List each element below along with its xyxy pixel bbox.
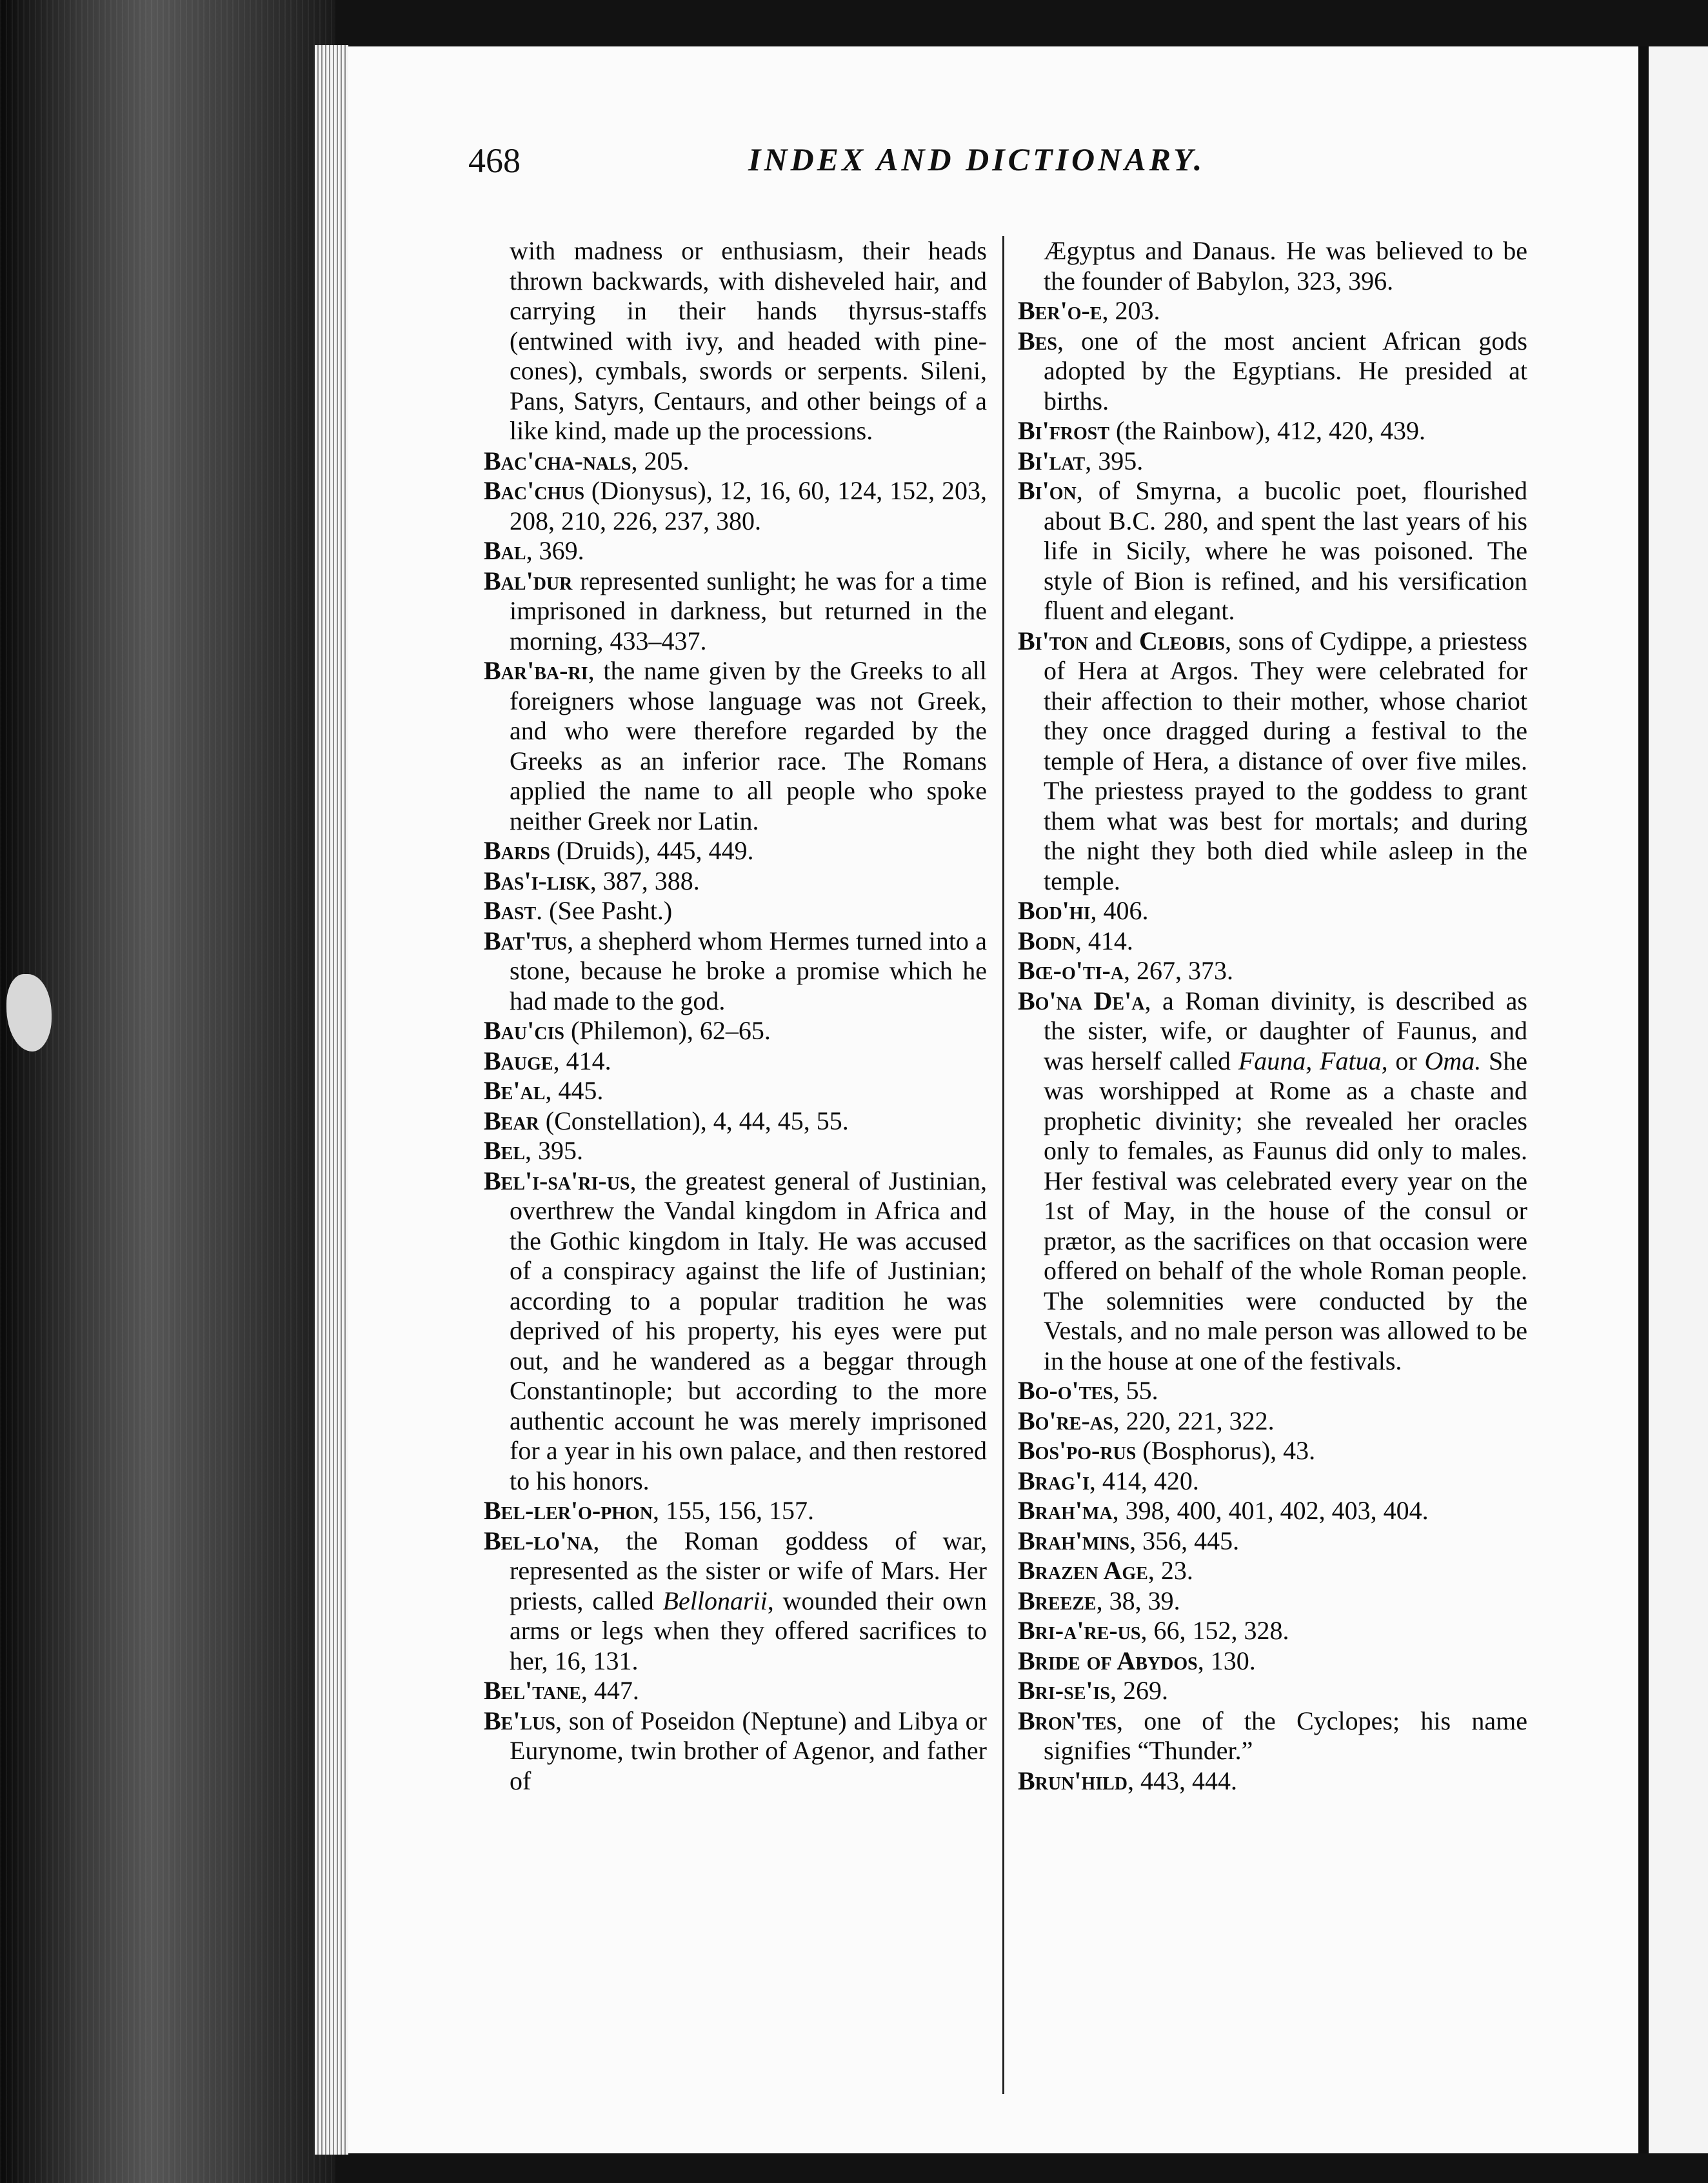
entry-italic: Oma.: [1424, 1046, 1482, 1075]
dictionary-entry: [484, 1526, 987, 1677]
entry-headword: Bi'on: [1018, 476, 1077, 505]
entry-text: She was worshipped at Rome as a chaste and prophetic divinity; she revealed her oracles only to females, as Faunus did only to males. Her festival was celebrated every year on the 1st of May, in the house of the consul or prætor, as the sacrifices on that occasion were offered on behalf of the whole Roman people. The solemnities were conducted by the Vestals, and no male person was allowed to be in the house at one of the festivals.: [1044, 1046, 1527, 1375]
entry-text: , a Roman divinity, is described as the sister, wife, or daughter of Faunus, and was herself called: [1044, 986, 1527, 1075]
dictionary-entry: [484, 236, 987, 446]
entry-headword: Brah'mins: [1018, 1526, 1130, 1555]
entry-text: , 398, 400, 401, 402, 403, 404.: [1112, 1496, 1429, 1525]
entry-text: represented sunlight; he was for a time imprisoned in darkness, but returned in the morning, 433–437.: [510, 566, 987, 655]
dictionary-entry: [484, 866, 987, 897]
entry-headword: Be'lus: [484, 1706, 555, 1735]
entry-text: , wounded their own arms or legs when they offered sacrifices to her, 16, 131.: [510, 1586, 987, 1675]
entry-headword: Bel: [484, 1136, 526, 1165]
entry-headword: Bron'tes: [1018, 1706, 1117, 1735]
dictionary-entry: [484, 1016, 987, 1046]
entry-text: with madness or enthusiasm, their heads thrown backwards, with disheveled hair, and carrying in their hands thyrsus-staffs (entwined with ivy, and headed with pine-cones), cymbals, swords or serpents. Sileni, Pans, Satyrs, Centaurs, and other beings of a like kind, made up the processions.: [510, 236, 987, 445]
entry-text: or: [1387, 1046, 1425, 1075]
entry-text: , 356, 445.: [1129, 1526, 1240, 1555]
dictionary-entry: [1018, 986, 1527, 1377]
entry-italic: Bellonarii: [662, 1586, 768, 1615]
dictionary-entry: [1018, 926, 1527, 957]
left-column: [484, 236, 987, 2042]
entry-text: (Druids), 445, 449.: [550, 836, 754, 865]
entry-text: , 203.: [1102, 296, 1160, 325]
dictionary-entry: [1018, 1496, 1527, 1526]
entry-text: , 445.: [545, 1076, 604, 1105]
right-column: [1018, 236, 1527, 2042]
entry-headword: Ber'o-e: [1018, 296, 1102, 325]
dictionary-entry: [484, 1496, 987, 1526]
entry-headword: Bal: [484, 536, 526, 565]
dictionary-entry: [484, 536, 987, 566]
page-edges: [315, 45, 348, 2155]
entry-headword: Bo'na De'a: [1018, 986, 1145, 1015]
entry-headword: Bride of Abydos: [1018, 1646, 1198, 1675]
entry-text: (Constellation), 4, 44, 45, 55.: [539, 1106, 849, 1135]
entry-text: , one of the Cyclopes; his name signifies “Thunder.”: [1044, 1706, 1527, 1765]
entry-text: , 447.: [581, 1676, 639, 1705]
entry-text: , 155, 156, 157.: [653, 1496, 815, 1525]
entry-headword: Breeze: [1018, 1586, 1097, 1615]
dictionary-entry: [1018, 326, 1527, 417]
entry-text: (the Rainbow), 412, 420, 439.: [1109, 416, 1425, 445]
entry-text: , of Smyrna, a bucolic poet, flourished about B.C. 280, and spent the last years of his life in Sicily, where he was poisoned. The style of Bion is refined, and his versification fluent and elegant.: [1044, 476, 1527, 625]
entry-text: , 395.: [1085, 446, 1144, 475]
entry-headword: Bes: [1018, 326, 1057, 355]
entry-headword: Bœ-o'ti-a: [1018, 956, 1124, 985]
dictionary-entry: [484, 1076, 987, 1106]
dictionary-entry: [1018, 1646, 1527, 1677]
entry-headword: Bal'dur: [484, 566, 573, 595]
entry-text: , 406.: [1090, 896, 1149, 925]
entry-headword: Be'al: [484, 1076, 546, 1105]
page-number: 468: [468, 141, 521, 180]
dictionary-entry: [484, 446, 987, 477]
entry-headword: Bel-lo'na: [484, 1526, 593, 1555]
entry-text: , 267, 373.: [1124, 956, 1234, 985]
dictionary-entry: [484, 926, 987, 1017]
entry-headword: Bodn: [1018, 926, 1075, 955]
dictionary-entry: [484, 566, 987, 657]
dictionary-entry: [1018, 236, 1527, 296]
facing-page-edge: [1649, 46, 1708, 2153]
dictionary-entry: [1018, 1466, 1527, 1497]
entry-headword: Bod'hi: [1018, 896, 1091, 925]
dictionary-entry: [1018, 296, 1527, 326]
entry-headword: Bac'cha-nals: [484, 446, 631, 475]
entry-headword: Bat'tus: [484, 926, 568, 955]
entry-headword: Bos'po-rus: [1018, 1436, 1137, 1465]
entry-headword: Bel-ler'o-phon: [484, 1496, 653, 1525]
entry-text: (Philemon), 62–65.: [564, 1016, 771, 1045]
dictionary-entry: [1018, 476, 1527, 626]
entry-text: , 443, 444.: [1127, 1766, 1238, 1795]
entry-headword: Bar'ba-ri: [484, 656, 588, 685]
entry-headword: Bear: [484, 1106, 539, 1135]
entry-text: , the greatest general of Justinian, overthrew the Vandal kingdom in Africa and the Gothic kingdom in Italy. He was accused of a conspiracy against the life of Justinian; according to a popular tradition he was deprived of his property, his eyes were put out, and he wandered as a beggar through Constantinople; but according to the more authentic account he was merely imprisoned for a year in his own palace, and then restored to his honors.: [510, 1166, 987, 1495]
dictionary-entry: [1018, 956, 1527, 986]
entry-headword: Brah'ma: [1018, 1496, 1113, 1525]
entry-text: and: [1087, 626, 1139, 655]
dictionary-entry: [484, 1106, 987, 1137]
dictionary-entry: [1018, 1436, 1527, 1466]
entry-headword: Cleobis: [1138, 626, 1226, 655]
entry-headword: Bas'i-lisk: [484, 866, 590, 895]
dictionary-entry: [1018, 1586, 1527, 1617]
dictionary-entry: [1018, 626, 1527, 897]
dictionary-entry: [484, 1166, 987, 1497]
entry-text: , son of Poseidon (Neptune) and Libya or Eurynome, twin brother of Agenor, and father of: [510, 1706, 987, 1795]
entry-text: , 369.: [526, 536, 584, 565]
entry-text: , 220, 221, 322.: [1113, 1406, 1275, 1435]
dictionary-entry: [1018, 1676, 1527, 1706]
book-spine: [0, 0, 335, 2183]
dictionary-entry: [484, 476, 987, 536]
column-divider: [1002, 236, 1004, 2094]
entry-text: , 66, 152, 328.: [1140, 1616, 1289, 1645]
entry-headword: Bauge: [484, 1046, 553, 1075]
entry-italic: Fauna, Fatua,: [1238, 1046, 1388, 1075]
dictionary-entry: [484, 656, 987, 836]
entry-text: , 205.: [631, 446, 690, 475]
entry-headword: Bel'i-sa'ri-us: [484, 1166, 630, 1195]
entry-text: , 414, 420.: [1089, 1466, 1199, 1495]
entry-headword: Bac'chus: [484, 476, 585, 505]
entry-text: , sons of Cydippe, a priestess of Hera at Argos. They were celebrated for their affection to their mother, whose chariot they once dragged during a festival to the temple of Hera, a distance of over five miles. The priestess prayed to the goddess to grant them what was best for mortals; and during the night they both died while asleep in the temple.: [1044, 626, 1527, 895]
entry-headword: Bri-se'is: [1018, 1676, 1110, 1705]
entry-headword: Bel'tane: [484, 1676, 581, 1705]
entry-text: . (See Pasht.): [536, 896, 673, 925]
entry-text: , 38, 39.: [1096, 1586, 1180, 1615]
entry-text: , 130.: [1197, 1646, 1256, 1675]
entry-text: , 414.: [1075, 926, 1133, 955]
entry-text: , a shepherd whom Hermes turned into a stone, because he broke a promise which he had made to the god.: [510, 926, 987, 1015]
dictionary-entry: [1018, 1556, 1527, 1586]
entry-headword: Brun'hild: [1018, 1766, 1128, 1795]
entry-text: , 55.: [1113, 1376, 1158, 1405]
entry-text: , 395.: [525, 1136, 584, 1165]
dictionary-entry: [484, 896, 987, 926]
entry-text: (Dionysus), 12, 16, 60, 124, 152, 203, 208, 210, 226, 237, 380.: [510, 476, 987, 535]
entry-headword: Bi'ton: [1018, 626, 1088, 655]
dictionary-entry: [1018, 1706, 1527, 1766]
dictionary-entry: [1018, 416, 1527, 446]
entry-headword: Bi'frost: [1018, 416, 1110, 445]
dictionary-entry: [1018, 896, 1527, 926]
dictionary-entry: [484, 1136, 987, 1166]
dictionary-entry: [1018, 1616, 1527, 1646]
entry-text: Ægyptus and Danaus. He was believed to be the founder of Babylon, 323, 396.: [1044, 236, 1527, 295]
entry-text: (Bosphorus), 43.: [1136, 1436, 1316, 1465]
dictionary-entry: [1018, 1406, 1527, 1437]
dictionary-entry: [1018, 1766, 1527, 1797]
dictionary-entry: [1018, 1376, 1527, 1406]
dictionary-entry: [484, 1676, 987, 1706]
entry-text: , 23.: [1147, 1556, 1193, 1585]
entry-text: , 387, 388.: [590, 866, 700, 895]
entry-text: , 414.: [553, 1046, 611, 1075]
dictionary-entry: [484, 1706, 987, 1797]
entry-text: , the Roman goddess of war, represented as the sister or wife of Mars. Her priests, called: [510, 1526, 987, 1615]
entry-headword: Bards: [484, 836, 550, 865]
entry-headword: Bo're-as: [1018, 1406, 1113, 1435]
entry-text: , 269.: [1109, 1676, 1168, 1705]
dictionary-entry: [1018, 446, 1527, 477]
entry-text: , one of the most ancient African gods adopted by the Egyptians. He presided at births.: [1044, 326, 1527, 415]
entry-headword: Bast: [484, 896, 537, 925]
entry-headword: Bi'lat: [1018, 446, 1086, 475]
gutter-shadow: [1638, 46, 1649, 2153]
entry-headword: Brazen Age: [1018, 1556, 1148, 1585]
entry-headword: Brag'i: [1018, 1466, 1089, 1495]
entry-headword: Bo-o'tes: [1018, 1376, 1113, 1405]
running-head: INDEX AND DICTIONARY.: [748, 141, 1206, 177]
dictionary-entry: [484, 836, 987, 866]
entry-headword: Bri-a're-us: [1018, 1616, 1141, 1645]
dictionary-entry: [484, 1046, 987, 1077]
entry-headword: Bau'cis: [484, 1016, 564, 1045]
dictionary-entry: [1018, 1526, 1527, 1557]
entry-text: , the name given by the Greeks to all foreigners whose language was not Greek, and who were therefore regarded by the Greeks as an inferior race. The Romans applied the name to all people who spoke neither Greek nor Latin.: [510, 656, 987, 835]
